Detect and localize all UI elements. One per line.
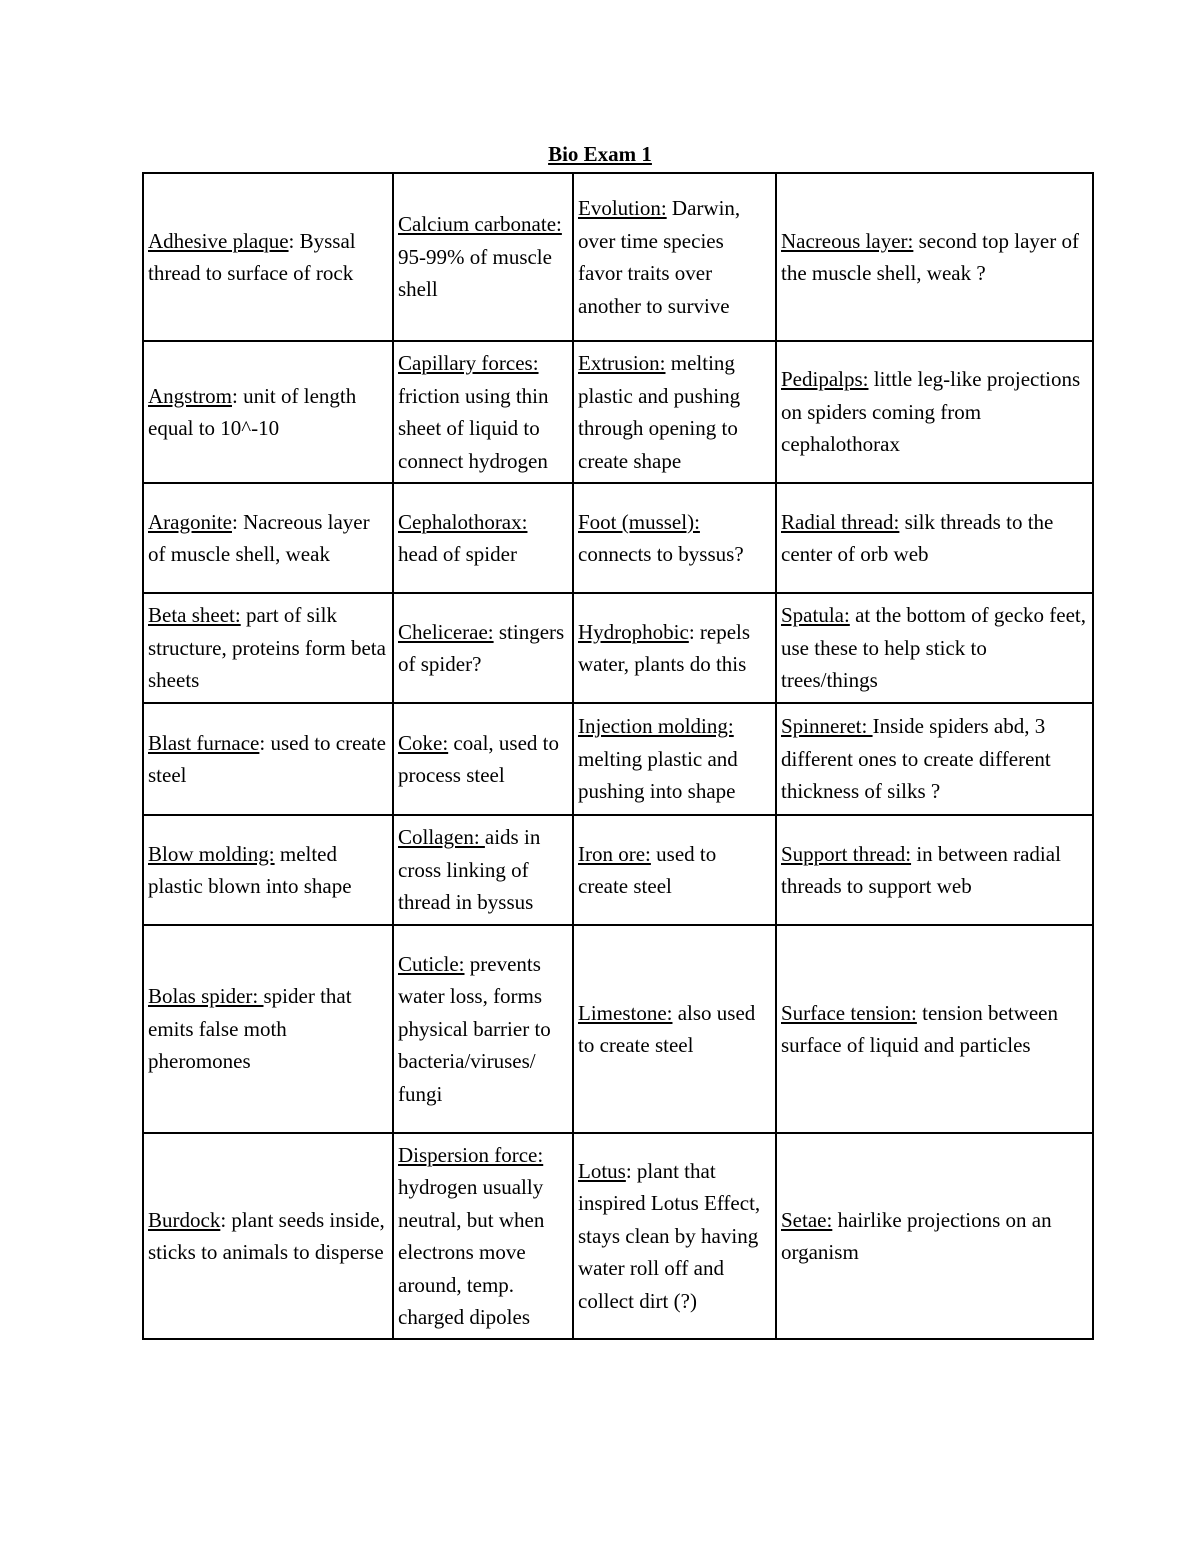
definition: : Byssal thread to surface of rock [148, 228, 356, 285]
definition: : unit of length equal to 10^-10 [148, 383, 357, 440]
table-cell [393, 341, 573, 483]
definition: in between radial threads to support web [781, 841, 1061, 898]
table-row [143, 925, 1093, 1133]
definition: spider that emits false moth pheromones [148, 984, 352, 1074]
definition: Darwin, over time species favor traits over another to survive [578, 196, 741, 318]
definition: : repels water, plants do this [578, 619, 751, 676]
table-cell [143, 703, 393, 815]
vocabulary-table-body [143, 173, 1093, 1339]
term: Aragonite [148, 509, 232, 534]
table-cell [143, 173, 393, 341]
page-title: Bio Exam 1 [548, 142, 652, 166]
table-cell [573, 483, 776, 593]
term: Foot (mussel): [578, 509, 700, 534]
term: Iron ore: [578, 841, 651, 866]
table-cell [393, 703, 573, 815]
table-cell [573, 593, 776, 703]
term: Evolution: [578, 196, 667, 220]
table-cell [776, 1133, 1093, 1339]
table-cell [393, 815, 573, 925]
term: Chelicerae: [398, 619, 494, 644]
term: Beta sheet: [148, 603, 241, 628]
term: Cuticle: [398, 951, 465, 976]
term: Capillary forces: [398, 351, 539, 375]
table-cell [143, 925, 393, 1133]
definition: connects to byssus? [578, 542, 744, 566]
definition: melting plastic and pushing through opening to create shape [578, 351, 741, 473]
term: Extrusion: [578, 351, 666, 375]
definition: : plant seeds inside, sticks to animals to disperse [148, 1207, 385, 1264]
definition: hairlike projections on an organism [781, 1207, 1052, 1264]
table-cell [143, 341, 393, 483]
table-cell [573, 703, 776, 815]
definition: melting plastic and pushing into shape [578, 746, 738, 804]
definition: Inside spiders abd, 3 different ones to create different thickness of silks ? [781, 714, 1051, 804]
table-cell [776, 173, 1093, 341]
term: Radial thread: [781, 509, 900, 534]
table-cell [143, 593, 393, 703]
table-row [143, 341, 1093, 483]
table-cell [573, 925, 776, 1133]
table-cell [776, 925, 1093, 1133]
term: Limestone: [578, 1000, 673, 1025]
table-cell [573, 1133, 776, 1339]
table-row [143, 703, 1093, 815]
definition: aids in cross linking of thread in byssus [398, 825, 541, 915]
definition: melted plastic blown into shape [148, 841, 352, 898]
definition: tension between surface of liquid and particles [781, 1000, 1058, 1057]
definition: hydrogen usually neutral, but when electrons move around, temp. charged dipoles [398, 1175, 545, 1329]
definition: stingers of spider? [398, 619, 565, 676]
table-cell [776, 483, 1093, 593]
table-cell [573, 815, 776, 925]
term: Nacreous layer: [781, 228, 914, 253]
table-row [143, 593, 1093, 703]
term: Lotus [578, 1158, 626, 1183]
term: Support thread: [781, 841, 912, 866]
vocabulary-table [142, 172, 1094, 1340]
table-cell [143, 815, 393, 925]
table-cell [393, 593, 573, 703]
definition: second top layer of the muscle shell, weak ? [781, 228, 1079, 285]
definition: coal, used to process steel [398, 730, 559, 787]
term: Blast furnace [148, 730, 260, 755]
term: Adhesive plaque [148, 228, 289, 253]
term: Dispersion force: [398, 1142, 544, 1167]
term: Calcium carbonate: [398, 212, 562, 237]
definition: prevents water loss, forms physical barrier to bacteria/viruses/ fungi [398, 951, 551, 1106]
term: Spatula: [781, 603, 850, 628]
term: Surface tension: [781, 1000, 917, 1025]
definition: part of silk structure, proteins form beta sheets [148, 603, 386, 693]
definition: : plant that inspired Lotus Effect, stays clean by having water roll off and collect dirt (?) [578, 1158, 761, 1313]
table-cell [393, 173, 573, 341]
term: Pedipalps: [781, 367, 869, 392]
term: Setae: [781, 1207, 833, 1232]
term: Cephalothorax: [398, 509, 528, 534]
term: Spinneret: [781, 714, 873, 739]
term: Angstrom [148, 383, 232, 408]
table-cell [393, 483, 573, 593]
definition: used to create steel [578, 841, 717, 898]
term: Injection molding: [578, 714, 734, 739]
table-cell [776, 341, 1093, 483]
definition: : used to create steel [148, 730, 386, 787]
table-row [143, 1133, 1093, 1339]
term: Hydrophobic [578, 619, 689, 644]
definition: also used to create steel [578, 1000, 756, 1057]
term: Coke: [398, 730, 449, 755]
table-cell [573, 173, 776, 341]
definition: at the bottom of gecko feet, use these to help stick to trees/things [781, 603, 1086, 693]
definition: head of spider [398, 542, 517, 566]
definition: : Nacreous layer of muscle shell, weak [148, 509, 370, 566]
term: Blow molding: [148, 841, 275, 866]
definition: friction using thin sheet of liquid to connect hydrogen [398, 383, 549, 473]
table-cell [393, 1133, 573, 1339]
table-cell [776, 703, 1093, 815]
table-row [143, 815, 1093, 925]
table-row [143, 173, 1093, 341]
definition: silk threads to the center of orb web [781, 509, 1054, 566]
table-cell [776, 593, 1093, 703]
term: Burdock [148, 1207, 221, 1232]
table-cell [143, 483, 393, 593]
table-row [143, 483, 1093, 593]
table-cell [393, 925, 573, 1133]
table-cell [776, 815, 1093, 925]
table-cell [143, 1133, 393, 1339]
term: Bolas spider: [148, 984, 264, 1009]
definition: little leg-like projections on spiders coming from cephalothorax [781, 367, 1081, 457]
table-cell [573, 341, 776, 483]
definition: 95-99% of muscle shell [398, 244, 552, 302]
term: Collagen: [398, 825, 485, 850]
